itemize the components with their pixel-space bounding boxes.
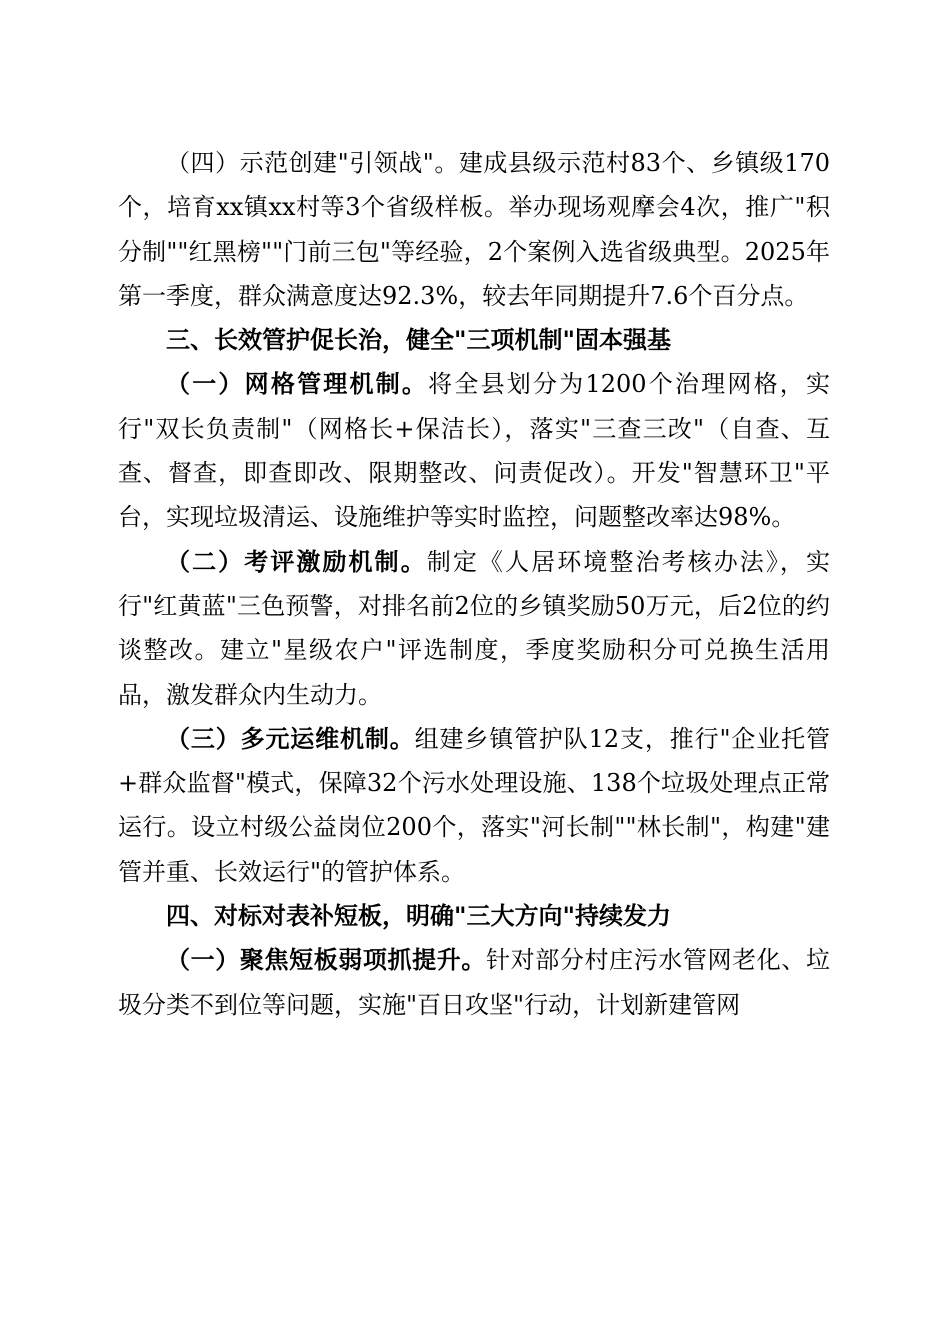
paragraph-shortcomings xyxy=(118,938,830,1027)
paragraph-operation-maintenance xyxy=(118,717,830,894)
paragraph-lead: （三）多元运维机制。 xyxy=(166,724,415,753)
paragraph-body: 组建乡镇管护队12支，推行"企业托管+群众监督"模式，保障32个污水处理设施、138个垃圾处理点正常运行。设立村级公益岗位200个，落实"河长制""林长制"，构建"建管并重、长效运行"的管护体系。 xyxy=(118,724,831,886)
paragraph-grid-management xyxy=(118,362,830,539)
paragraph-lead: （二）考评激励机制。 xyxy=(166,547,427,576)
paragraph-body: 制定《人居环境整治考核办法》，实行"红黄蓝"三色预警，对排名前2位的乡镇奖励50万元，后2位的约谈整改。建立"星级农户"评选制度，季度奖励积分可兑换生活用品，激发群众内生动力。 xyxy=(118,547,831,709)
paragraph-body: 针对部分村庄污水管网老化、垃圾分类不到位等问题，实施"百日攻坚"行动，计划新建管网 xyxy=(118,946,830,1019)
paragraph-body: 将全县划分为1200个治理网格，实行"双长负责制"（网格长+保洁长），落实"三查三改"（自查、互查、督查，即查即改、限期整改、问责促改）。开发"智慧环卫"平台，实现垃圾清运、设施维护等实时监控，问题整改率达98%。 xyxy=(118,370,830,532)
paragraph-lead: （四）示范创建"引领战"。 xyxy=(166,149,459,177)
document-body xyxy=(118,141,830,1027)
paragraph-evaluation-incentive xyxy=(118,540,830,717)
paragraph-body: 建成县级示范村83个、乡镇级170个，培育xx镇xx村等3个省级样板。举办现场观摩会4次，推广"积分制""红黑榜""门前三包"等经验，2个案例入选省级典型。2025年第一季度，群众满意度达92.3%，较去年同期提升7.6个百分点。 xyxy=(118,149,830,310)
paragraph-lead: （一）聚焦短板弱项抓提升。 xyxy=(166,946,486,975)
section-heading-three: 三、长效管护促长治，健全"三项机制"固本强基 xyxy=(166,326,672,355)
paragraph-lead: （一）网格管理机制。 xyxy=(166,370,429,399)
paragraph-demonstration xyxy=(118,141,830,318)
section-heading-four: 四、对标对表补短板，明确"三大方向"持续发力 xyxy=(166,902,672,931)
